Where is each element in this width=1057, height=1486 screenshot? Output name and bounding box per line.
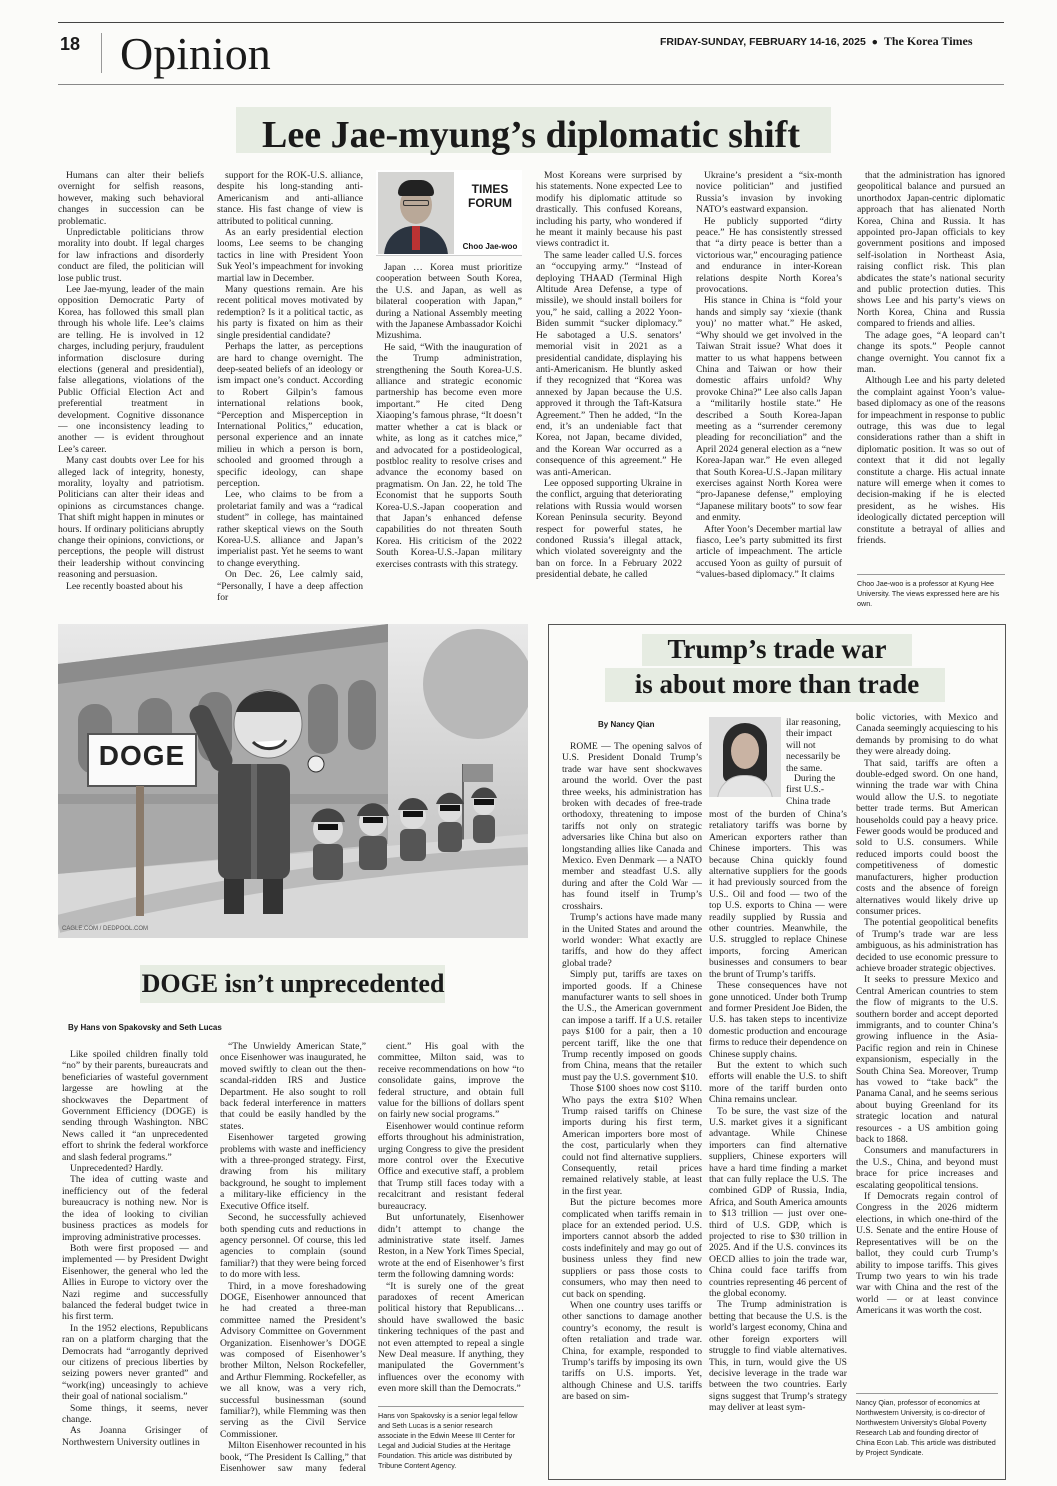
paragraph: He publicly supported “dirty peace.” He has consistently stressed that “a dirty peace is better than a victorious war,” encouraging patience and endurance in inter-Korean relations despite North Korea’s provocations. [696, 215, 842, 296]
article1-col2 [217, 170, 363, 606]
paragraph: Simply put, tariffs are taxes on imported goods. If a Chinese manufacturer wants to sell shoes in the U.S., the American government can impose a tariff. If a U.S. retailer pays $100 for a pair, then a 10 percent tariff, like the one that Trump recently imposed on goods from China, means that the retailer must pay the U.S. government $10. [562, 969, 702, 1083]
paragraph: These consequences have not gone unnoticed. Under both Trump and former President Joe Biden, the U.S. has taken steps to incentivize domestic production and encourage firms to reduce their dependence on Chinese supply chains. [709, 980, 847, 1060]
paragraph: After Yoon’s December martial law fiasco, Lee’s party submitted its first article of impeachment. The article accused Yoon as guilty of pursuit of “values-based diplomacy.” It claims [696, 523, 842, 581]
paragraph: Second, he successfully achieved both spending cuts and reductions in agency personnel. Of course, this led agencies to complain (sound familiar?) that they were being forced to do more with less. [220, 1212, 366, 1281]
paragraph: The Trump administration is betting that because the U.S. is the world’s largest economy, China and other foreign exporters will struggle to find viable alternatives. This, in turn, would give the US decisive leverage in the trade war between the two countries. Early signs suggest that Trump’s strategy may deliver at least sym- [709, 1299, 847, 1414]
paragraph: Both were first proposed — and implemented — by President Dwight Eisenhower, the general who led the Allies in Europe to victory over the Nazi regime and successfully balanced the federal budget twice in his first term. [62, 1242, 208, 1323]
article3-bio-rule [856, 1393, 998, 1394]
article2-bio-rule [378, 1406, 524, 1407]
paragraph: The idea of cutting waste and inefficiency out of the federal bureaucracy is nothing new. Nor is the idea of looking to civilian business practices as models for improving administrative processes. [62, 1174, 208, 1243]
paragraph: cient.” His goal with the committee, Milton said, was to receive recommendations on how “to consolidate gains, improve the federal structure, and obtain full value for the billions of dollars spent on fairly new social programs.” [378, 1041, 524, 1121]
paragraph: Lee Jae-myung, leader of the main opposition Democratic Party of Korea, has followed this small plan through his whole life. Lee’s claims are telling. He is involved in 12 charges, including perjury, fraudulent information disclosure during elections (general and presidential), false allegations, violations of the Public Official Election Act and preferential treatment in development. Cognitive dissonance — one inconsistency leading to another — is evident throughout Lee’s career. [58, 284, 204, 455]
headline-line1: Trump’s trade war [667, 634, 887, 664]
paragraph: Trump’s actions have made many in the United States and around the world wonder: What exactly are tariffs, and how do they affect global trade? [562, 912, 702, 969]
paragraph: Ukraine’s president a “six-month novice politician” and justified Russia’s invasion by invoking NATO’s eastward expansion. [696, 170, 842, 216]
paragraph: ROME — The opening salvos of U.S. President Donald Trump’s trade war have sent shockwaves around the world. Over the past three weeks, his administration has broken with decades of free-trade orthodoxy, threatening to impose tariffs not only on strategic adversaries like China but also on longstanding allies like Canada and Mexico. Even Denmark — a NATO member and steadfast U.S. ally during and after the Cold War — has found itself in Trump’s crosshairs. [562, 741, 702, 912]
sign-text: DOGE [98, 740, 186, 771]
paragraph: Japan … Korea must prioritize cooperation between South Korea, the U.S. and Japan, as well as bilateral cooperation with Japan,” during a National Assembly meeting with the Japanese Ambassador Koichi Mizushima. [376, 262, 522, 342]
article1-bio-rule [857, 574, 1005, 575]
paragraph: “It is surely one of the great paradoxes of recent American political history that Republicans… should have swallowed the basic tinkering techniques of the past and not even attempted to repeal a single New Deal measure. If anything, they manipulated the Government’s influences over the economy with even more skill than the Democrats.” [378, 1280, 524, 1395]
paragraph: That said, tariffs are often a double-edged sword. On one hand, winning the trade war with China would allow the U.S. to negotiate better trade terms. But American households could pay a heavy price. Fewer goods would be produced and sold to U.S. consumers. While reduced imports could boost the competitiveness of domestic manufacturers, higher production costs and the absence of foreign alternatives would likely drive up consumer prices. [856, 757, 998, 917]
page-number: 18 [60, 34, 81, 54]
issue-date: FRIDAY-SUNDAY, FEBRUARY 14-16, 2025 [660, 36, 866, 48]
article1-col6 [857, 170, 1005, 570]
paragraph: If Democrats regain control of Congress in the 2026 midterm elections, in which one-third of the U.S. Senate and the entire House of Representatives will be on the ballot, they could curb Trump’s ability to impose tariffs. This gives Trump two years to win his trade war with China and the rest of the world — or at least convince Americans it was worth the cost. [856, 1191, 998, 1317]
header-dateline [660, 34, 973, 49]
header-bottom-rule [58, 84, 1004, 85]
paragraph: To be sure, the vast size of the U.S. market gives it a significant advantage. While Chinese importers can find alternative suppliers, Chinese exporters will have a hard time finding a market that can fully replace the U.S. The combined GDP of Russia, India, Africa, and South America amounts to $13 trillion — just over one-third of U.S. GDP, which is projected to rise to $30 trillion in 2025. And if the U.S. convinces its OECD allies to join the trade war, China could face tariffs from countries representing 46 percent of the global economy. [709, 1105, 847, 1300]
paragraph: Many questions remain. Are his recent political moves motivated by redemption? Is it a political tactic, as his party is fixated on him as their single presidential candidate? [217, 284, 363, 341]
paragraph: The same leader called U.S. forces an “occupying army.” “Instead of deploying THAAD (Terminal High Altitude Area Defense, a type of missile), we should install boilers for you,” he said, calling a 2022 Yoon-Biden summit “sucker diplomacy.” He sabotaged a U.S. senators’ memorial visit in 2021 as a presidential candidate, displaying his anti-Americanism. He bluntly asked if they recognized that “Korea was annexed by Japan because the U.S. approved it through the Taft-Katsura Agreement.” Then he added, “In the end, it’s an undeniable fact that Korea, not Japan, became divided, and the Korean War occurred as a consequence of this agreement.” He was anti-American. [536, 249, 682, 478]
paragraph: The adage goes, “A leopard can’t change its spots.” People cannot change overnight. You cannot fix a man. [857, 329, 1005, 375]
article1-bio: Choo Jae-woo is a professor at Kyung Hee University. The views expressed here are his own. [857, 579, 1000, 608]
paragraph: It seeks to pressure Mexico and Central American countries to stem the flow of migrants to the U.S. southern border and accept deported immigrants, and to counter China’s growing influence in the Asia-Pacific region and rein in Chinese expansionism, especially in the South China Sea. Moreover, Trump has vowed to “take back” the Panama Canal, and he seems serious about buying Greenland for its strategic location and natural resources - a US ambition going back to 1868. [856, 974, 998, 1146]
times-forum-box [376, 170, 522, 256]
article3-headline [548, 632, 1006, 702]
paragraph: His stance in China is “fold your hands and simply say ‘xiexie (thank you)’ no matter what.” He asked, “Why should we get involved in the Taiwan Strait issue? What does it matter to us what happens between China and Taiwan or how their domestic affairs unfold? Why provoke China?” Lee also calls Japan a “militarily hostile state.” He described a South Korea-Japan meeting as a “surrender ceremony pleading for reconciliation” and the April 2024 general election as a “new Korea-Japan war.” He even alleged that South Korea-U.S.-Japan military exercises against North Korea were “pro-Japanese defense,” employing “Japanese military boots” to sow fear and enmity. [696, 295, 842, 524]
paragraph: “The Unwieldy American State,” once Eisenhower was inaugurated, he moved swiftly to clean out the then-scandal-ridden IRS and Justice Department. He also sought to roll back federal interference in matters that could be easily handled by the states. [220, 1041, 366, 1132]
header-top-rule [58, 22, 1004, 23]
doge-cartoon [58, 624, 528, 938]
article3-col2-wrap-mid: During the first U.S.-China trade [786, 773, 836, 807]
paragraph: Perhaps the latter, as perceptions are hard to change overnight. The deep-seated beliefs of an ideology or ism impact one’s conduct. According to Robert Gilpin’s famous international relations book, “Perception and Misperception in International Politics,” education, personal experience and an innate milieu in which a person is born, schooled and groomed through a specific ideology, can shape perception. [217, 341, 363, 489]
paragraph: When one country uses tariffs or other sanctions to damage another country’s economy, the result is often retaliation and trade war. China, for example, responded to Trump’s tariffs by imposing its own tariffs on U.S. imports. Yet, although Chinese and U.S. tariffs are based on sim- [562, 1299, 702, 1403]
paragraph: As an early presidential election looms, Lee seems to be changing tactics in line with President Yoon Suk Yeol’s impeachment for invoking martial law in December. [217, 227, 363, 284]
cartoon-credit: CAGLE.COM / DEDPOOL.COM [62, 926, 149, 932]
article1-headline: Lee Jae-myung’s diplomatic shift [262, 114, 800, 156]
paragraph: Third, in a move foreshadowing DOGE, Eisenhower announced that he had created a three-man committee named the President’s Advisory Committee on Government Organization. Eisenhower’s DOGE was composed of Eisenhower’s brother Milton, Nelson Rockefeller, and Arthur Flemming. Rockefeller, as we all know, was a very rich, successful businessman (sound familiar?), while Flemming was then serving as the Civil Service Commissioner. [220, 1280, 366, 1440]
article3-col3 [856, 712, 998, 1388]
paragraph: Humans can alter their beliefs overnight for selfish reasons, however, making such behavioral changes in succession can be problematic. [58, 170, 204, 227]
paragraph: Although Lee and his party deleted the complaint against Yoon’s value-based diplomacy as one of the reasons for impeachment in response to public outrage, this was due to legal considerations rather than a shift in diplomatic position. It was so out of context that it did not legally constitute a charge. His actual innate nature will emerge when it comes to decision-making if he is elected president, as he wishes. His ideologically dictated perception will constitute a betrayal of allies and friends. [857, 375, 1005, 546]
paragraph: bolic victories, with Mexico and Canada seemingly acquiescing to his demands by promising to do what they were already doing. [856, 712, 998, 758]
paragraph: Lee recently boasted about his [66, 580, 183, 592]
author-photo [378, 172, 454, 254]
paragraph: that the administration has ignored geopolitical balance and pursued an unorthodox Japan-centric diplomatic approach that has alienated North Korea, China and Russia. It has appointed pro-Japan officials to key government positions and imposed self-isolation in Northeast Asia, raising conflict risk. This plan abdicates the state’s national security and public protection duties. This shows Lee and his party’s views on North Korea, China and Russia compared to friends and allies. [857, 170, 1005, 330]
paper-name: The Korea Times [883, 34, 973, 48]
forum-label: TIMES FORUM [468, 182, 512, 210]
article2-col1 [62, 1049, 208, 1475]
article2-col3 [378, 1041, 524, 1399]
paragraph: Eisenhower targeted growing problems with waste and inefficiency with a three-pronged strategy. First, drawing from his military background, he sought to implement a military-like efficiency in the Executive Office itself. [220, 1132, 366, 1212]
article2-byline: By Hans von Spakovsky and Seth Lucas [68, 1023, 222, 1032]
article1-col3 [376, 262, 522, 606]
header-divider [101, 33, 102, 73]
article3-bio: Nancy Qian, professor of economics at Northwestern University, is co-director of Northwestern University’s Global Poverty Research Lab and founding director of China Econ Lab. This article was distributed by Project Syndicate. [856, 1398, 996, 1457]
paragraph: Milton Eisenhower recounted in his book, “The President Is Calling,” that Eisenhower saw many federal [220, 1440, 366, 1475]
paragraph: Many cast doubts over Lee for his alleged lack of integrity, honesty, morality, loyalty and patriotism. Politicians can alter their ideas and opinions as circumstances change. That shift might happen in minutes or hours. If ordinary politicians abruptly change their opinions, convictions, or perceptions, the people will distrust their leadership without convincing reasoning and persuasion. [58, 455, 204, 581]
paragraph: Most Koreans were surprised by his statements. None expected Lee to modify his diplomatic attitude so drastically. This confused Koreans, including his party, who wondered if he meant it mainly because his past views contradict it. [536, 170, 682, 250]
author-photo-nancy [709, 717, 781, 797]
paragraph: Unpredictable politicians throw morality into doubt. If legal charges for law infractions and disorderly conduct are filed, the politician will lose public trust. [58, 227, 204, 284]
paragraph: Like spoiled children finally told “no” by their parents, bureaucrats and beneficiaries of wasteful government largesse are howling at the shockwaves the Department of Government Efficiency (DOGE) is sending through Washington. NBC News called it “an unprecedented effort to shrink the federal workforce and slash federal programs.” [62, 1049, 208, 1163]
article3-byline: By Nancy Qian [598, 720, 655, 729]
article3-col2-wrap-top: ilar reasoning, their impact will not necessarily be the same. [786, 717, 841, 774]
paragraph: But the extent to which such efforts will enable the U.S. to shift more of the tariff burden onto China remains unclear. [709, 1059, 847, 1106]
headline-line2: is about more than trade [634, 669, 920, 699]
paragraph: Those $100 shoes now cost $110. Who pays the extra $10? When Trump raised tariffs on Chinese imports during his first term, American importers bore most of the cost, particularly when they could not find alternative suppliers. Consequently, retail prices remained relatively stable, at least in the first year. [562, 1083, 702, 1197]
bullet-icon: ● [868, 36, 881, 48]
paragraph: Unprecedented? Hardly. [70, 1163, 164, 1175]
paragraph: Lee opposed supporting Ukraine in the conflict, arguing that deteriorating relations with Russia would worsen Korean Peninsula security. Beyond respect for powerful states, he condoned Russia’s illegal attack, which violated sovereignty and the ban on force. In a February 2022 presidential debate, he called [536, 477, 682, 581]
paragraph: But the picture becomes more complicated when tariffs remain in place for an extended period. U.S. importers cannot absorb the added costs indefinitely and may go out of business unless they find new suppliers or pass those costs to consumers, who may then need to cut back on spending. [562, 1197, 702, 1300]
article3-col2 [709, 809, 847, 1475]
paragraph: Lee, who claims to be from a proletariat family and was a “radical student” in college, has maintained rather skeptical views on the South Korea-U.S. alliance and Japan’s imperialist past. Yet he seems to want to change everything. [217, 489, 363, 569]
article2-headline: DOGE isn’t unprecedented [141, 969, 445, 998]
paragraph: As Joanna Grisinger of Northwestern University outlines in [62, 1425, 208, 1448]
article1-col4 [536, 170, 682, 606]
paragraph: He said, “With the inauguration of the Trump administration, strengthening the South Korea-U.S. alliance and strategic economic partnership has become even more important.” He cited Deng Xiaoping’s famous phrase, “It doesn’t matter whether a cat is black or white, as long as it catches mice,” and advocated for a postideological, postbloc reality to resolve crises and advance the economy based on pragmatism. On Jan. 22, he told The Economist that he supports South Korea-U.S.-Japan cooperation and that Japan’s enhanced defense capabilities do not threaten South Korea. His criticism of the 2022 South Korea-U.S.-Japan military exercises contrasts with this strategy. [376, 341, 522, 570]
article1-col1 [58, 170, 204, 606]
article3-col1 [562, 741, 702, 1475]
paragraph: support for the ROK-U.S. alliance, despite his long-standing anti-Americanism and anti-alliance stance. His fast change of view is attributed to political cunning. [217, 170, 363, 227]
article2-col2 [220, 1041, 366, 1475]
paragraph: But unfortunately, Eisenhower didn’t attempt to change the administrative state itself. James Reston, in a New York Times Special, wrote at the end of Eisenhower’s first term the following damning words: [378, 1212, 524, 1281]
paragraph: most of the burden of China’s retaliatory tariffs was borne by American exporters rather than Chinese importers. This was because China quickly found alternative suppliers for the goods it had previously sourced from the U.S.. Oil and food — two of the top U.S. exports to China — were readily supplied by Russia and other countries. Meanwhile, the U.S. struggled to replace Chinese imports, forcing American businesses and consumers to bear the brunt of Trump’s tariffs. [709, 809, 847, 980]
paragraph: Consumers and manufacturers in the U.S., China, and beyond must brace for price increases and escalating geopolitical tensions. [856, 1145, 998, 1191]
forum-author: Choo Jae-woo [462, 242, 518, 251]
paragraph: In the 1952 elections, Republicans ran on a platform charging that the Democrats had “arrogantly deprived our citizens of precious liberties by seizing powers never granted” and “work(ing) unceasingly to achieve their goal of national socialism.” [62, 1322, 208, 1403]
article1-col5 [696, 170, 842, 606]
paragraph: Eisenhower would continue reform efforts throughout his administration, urging Congress to give the president more control over the Executive Office and executive staff, a problem that Trump still faces today with a recalcitrant and resistant federal bureaucracy. [378, 1120, 524, 1212]
cartoon-illustration [58, 624, 528, 938]
article2-bio: Hans von Spakovsky is a senior legal fellow and Seth Lucas is a senior research associate in the Edwin Meese III Center for Legal and Judicial Studies at the Heritage Foundation. This article was distributed by Tribune Content Agency. [378, 1411, 518, 1470]
paragraph: Some things, it seems, never change. [62, 1402, 208, 1425]
section-title: Opinion [120, 28, 271, 79]
paragraph: The potential geopolitical benefits of Trump’s trade war are less ambiguous, as his administration has decided to use economic pressure to achieve broader strategic objectives. [856, 917, 998, 974]
paragraph: On Dec. 26, Lee calmly said, “Personally, I have a deep affection for [217, 569, 363, 604]
